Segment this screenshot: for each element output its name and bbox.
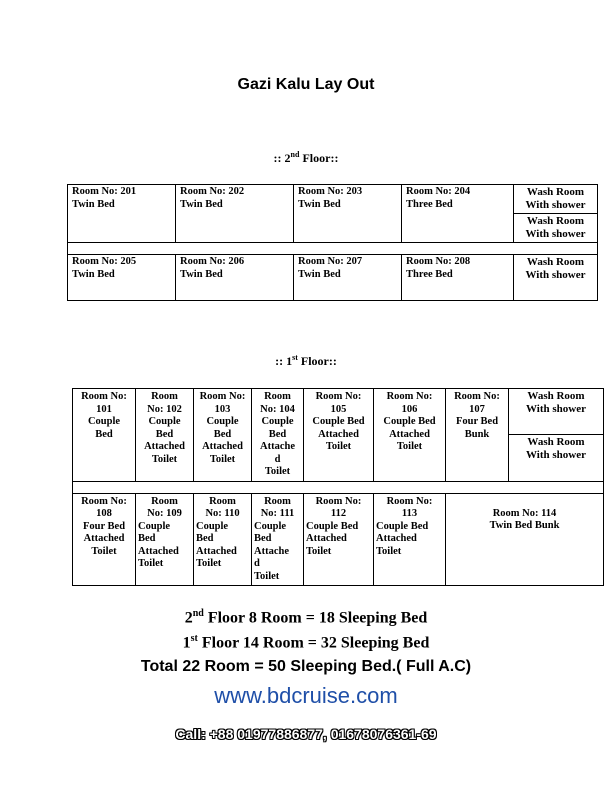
room-109: Room No: 109 Couple Bed Attached Toilet bbox=[136, 493, 194, 586]
room-203: Room No: 203 Twin Bed bbox=[294, 185, 402, 243]
room-104: Room No: 104 Couple Bed Attache d Toilet bbox=[252, 389, 304, 482]
room-108: Room No: 108 Four Bed Attached Toilet bbox=[73, 493, 136, 586]
room-102: Room No: 102 Couple Bed Attached Toilet bbox=[136, 389, 194, 482]
wash-room-3: Wash Room With shower bbox=[514, 255, 598, 301]
wash-room-4: Wash Room With shower bbox=[509, 389, 604, 435]
wash-room-5: Wash Room With shower bbox=[509, 435, 604, 481]
room-106: Room No: 106 Couple Bed Attached Toilet bbox=[374, 389, 446, 482]
room-208: Room No: 208 Three Bed bbox=[402, 255, 514, 301]
room-206: Room No: 206 Twin Bed bbox=[176, 255, 294, 301]
room-205: Room No: 205 Twin Bed bbox=[68, 255, 176, 301]
page-title: Gazi Kalu Lay Out bbox=[237, 76, 375, 93]
room-202: Room No: 202 Twin Bed bbox=[176, 185, 294, 243]
summary-second-floor: 2nd Floor 8 Room = 18 Sleeping Bed bbox=[184, 608, 428, 627]
room-111: Room No: 111 Couple Bed Attache d Toilet bbox=[252, 493, 304, 586]
second-floor-heading: :: 2nd Floor:: bbox=[273, 150, 339, 165]
call-numbers: Call: +88 01977886877, 01678076361-69 bbox=[175, 726, 437, 742]
room-107: Room No: 107 Four Bed Bunk bbox=[446, 389, 509, 482]
table-spacer bbox=[73, 481, 604, 493]
first-floor-heading: :: 1st Floor:: bbox=[275, 353, 337, 368]
room-105: Room No: 105 Couple Bed Attached Toilet bbox=[304, 389, 374, 482]
summary-first-floor: 1st Floor 14 Room = 32 Sleeping Bed bbox=[182, 633, 430, 652]
room-101: Room No: 101 Couple Bed bbox=[73, 389, 136, 482]
room-112: Room No: 112 Couple Bed Attached Toilet bbox=[304, 493, 374, 586]
wash-room-1: Wash Room With shower bbox=[514, 185, 598, 214]
table-spacer bbox=[68, 243, 598, 255]
room-113: Room No: 113 Couple Bed Attached Toilet bbox=[374, 493, 446, 586]
first-floor-table bbox=[72, 388, 604, 586]
room-207: Room No: 207 Twin Bed bbox=[294, 255, 402, 301]
website-link[interactable]: www.bdcruise.com bbox=[214, 683, 398, 708]
room-114: Room No: 114 Twin Bed Bunk bbox=[446, 493, 604, 586]
summary-total: Total 22 Room = 50 Sleeping Bed.( Full A.C) bbox=[140, 658, 472, 675]
room-204: Room No: 204 Three Bed bbox=[402, 185, 514, 243]
room-110: Room No: 110 Couple Bed Attached Toilet bbox=[194, 493, 252, 586]
wash-room-2: Wash Room With shower bbox=[514, 214, 598, 243]
room-201: Room No: 201 Twin Bed bbox=[68, 185, 176, 243]
room-103: Room No: 103 Couple Bed Attached Toilet bbox=[194, 389, 252, 482]
second-floor-table bbox=[67, 184, 598, 301]
